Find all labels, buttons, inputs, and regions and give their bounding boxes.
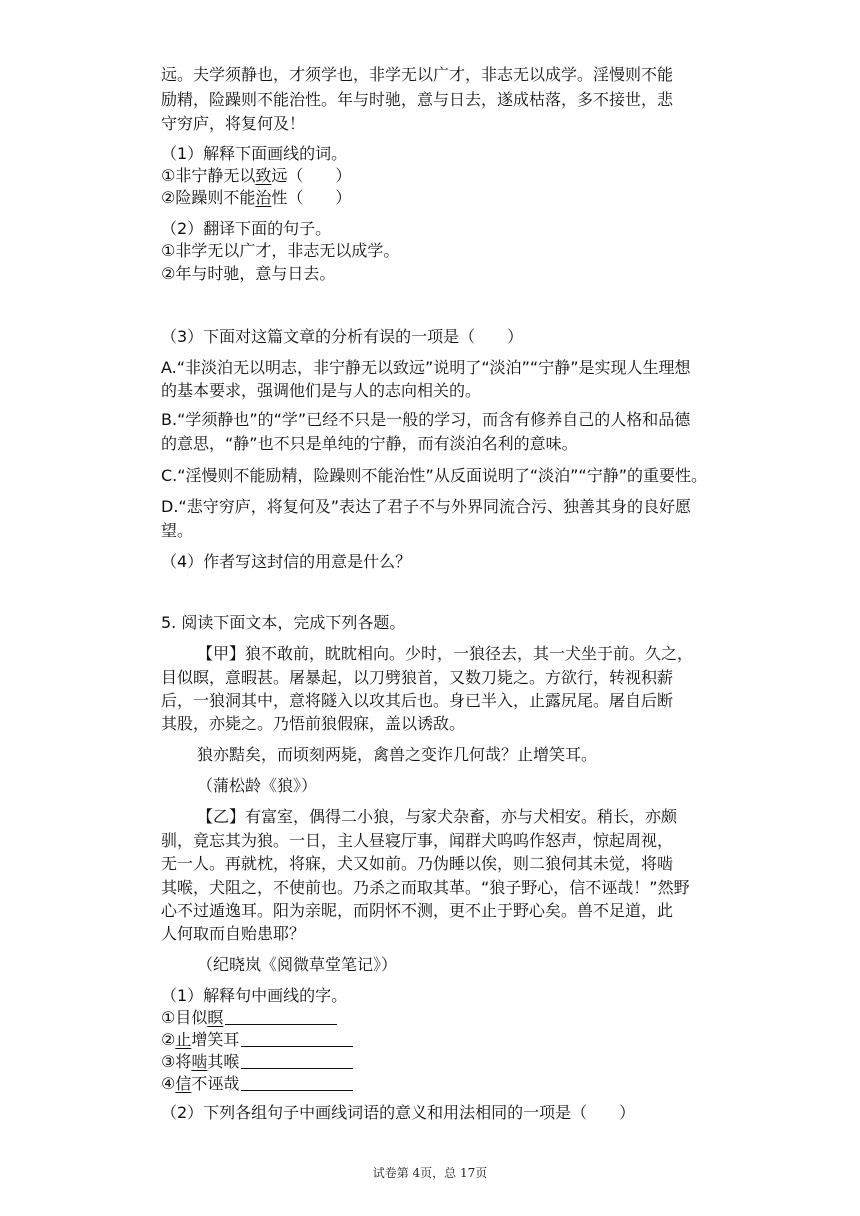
question-title: （1）解释句中画线的字。 — [161, 986, 348, 1005]
underlined-word: 信 — [175, 1074, 192, 1093]
item-text: ②险躁则不能 — [161, 188, 256, 207]
passage-yi-line: 【乙】有富室，偶得二小狼，与家犬杂畜，亦与犬相安。稍长，亦颇 — [197, 807, 678, 826]
page-footer: 试卷第 4页，总 17页 — [372, 1166, 488, 1180]
passage-jia-line: 目似瞑，意暇甚。屠暴起，以刀劈狼首，又数刀毙之。方欲行，转视积薪 — [161, 668, 674, 687]
vocab-item — [161, 187, 351, 209]
translate-item: ①非学无以广才，非志无以成学。 — [161, 241, 400, 260]
question-title: （3）下面对这篇文章的分析有误的一项是（ ） — [161, 327, 524, 346]
answer-blank[interactable] — [241, 1074, 353, 1091]
underlined-word: 治 — [255, 188, 272, 207]
passage-yi-line: 人何取而自贻患耶？ — [161, 924, 306, 943]
source-citation: （蒲松龄《狼》） — [197, 776, 318, 795]
passage-jia-line: 后，一狼洞其中，意将隧入以攻其后也。身已半入，止露尻尾。屠自后断 — [161, 691, 674, 710]
answer-blank[interactable] — [241, 1030, 353, 1047]
question-title: （1）解释下面画线的词。 — [161, 144, 348, 163]
answer-blank[interactable] — [241, 1052, 353, 1069]
vocab-item — [161, 165, 351, 187]
option-a: 的基本要求，强调他们是与人的志向相关的。 — [161, 381, 482, 400]
item-text: ② — [161, 1030, 176, 1049]
item-text: ①目似 — [161, 1008, 208, 1027]
source-citation: （纪晓岚《阅微草堂笔记》） — [197, 955, 398, 974]
passage-line: 远。夫学须静也，才须学也，非学无以广才，非志无以成学。淫慢则不能 — [161, 65, 674, 84]
passage-yi-line: 驯，竟忘其为狼。一日，主人昼寝厅事，闻群犬呜呜作怒声，惊起周视， — [161, 831, 674, 850]
option-b: 的意思，“静”也不只是单纯的宁静，而有淡泊名利的意味。 — [161, 434, 578, 453]
item-text: ①非宁静无以 — [161, 166, 256, 185]
item-text: 性（ ） — [271, 188, 352, 207]
passage-line: 守穷庐，将复何及！ — [161, 114, 306, 133]
question-title: （4）作者写这封信的用意是什么？ — [161, 552, 412, 571]
underlined-word: 瞑 — [207, 1008, 224, 1027]
option-d: 望。 — [161, 521, 194, 540]
vocab-item — [161, 1073, 353, 1095]
vocab-item — [161, 1007, 337, 1029]
passage-jia-line: 【甲】狼不敢前，眈眈相向。少时，一狼径去，其一犬坐于前。久之， — [197, 644, 694, 663]
translate-item: ②年与时驰，意与日去。 — [161, 264, 336, 283]
answer-blank[interactable] — [225, 1008, 337, 1025]
passage-line: 励精，险躁则不能治性。年与时驰，意与日去，遂成枯落，多不接世，悲 — [161, 90, 674, 109]
underlined-word: 啮 — [191, 1052, 208, 1071]
option-d: D.“悲守穷庐，将复何及”表达了君子不与外界同流合污、独善其身的良好愿 — [161, 497, 691, 516]
passage-jia-line: 狼亦黠矣，而顷刻两毙，禽兽之变诈几何哉？止增笑耳。 — [197, 745, 598, 764]
vocab-item — [161, 1051, 353, 1073]
item-text: 不诬哉 — [191, 1074, 240, 1093]
question-title: （2）下列各组句子中画线词语的意义和用法相同的一项是（ ） — [161, 1103, 636, 1122]
item-text: 远（ ） — [271, 166, 352, 185]
item-text: 增笑耳 — [191, 1030, 240, 1049]
passage-yi-line: 其喉，犬阻之，不使前也。乃杀之而取其革。“狼子野心，信不诬哉！”然野 — [161, 878, 690, 897]
passage-yi-line: 无一人。再就枕，将寐，犬又如前。乃伪睡以俟，则二狼伺其未觉，将啮 — [161, 854, 674, 873]
underlined-word: 止 — [175, 1030, 192, 1049]
underlined-word: 致 — [255, 166, 272, 185]
vocab-item — [161, 1029, 353, 1051]
question-title: （2）翻译下面的句子。 — [161, 219, 332, 238]
option-b: B.“学须静也”的“学”已经不只是一般的学习，而含有修养自己的人格和品德 — [161, 410, 691, 429]
item-text: 其喉 — [207, 1052, 240, 1071]
option-c: C.“淫慢则不能励精，险躁则不能治性”从反面说明了“淡泊”“宁静”的重要性。 — [161, 466, 707, 485]
question-heading: 5. 阅读下面文本，完成下列各题。 — [161, 613, 406, 632]
item-text: ④ — [161, 1074, 176, 1093]
item-text: ③将 — [161, 1052, 192, 1071]
option-a: A.“非淡泊无以明志，非宁静无以致远”说明了“淡泊”“宁静”是实现人生理想 — [161, 358, 691, 377]
passage-yi-line: 心不过遁逸耳。阳为亲昵，而阴怀不测，更不止于野心矣。兽不足道，此 — [161, 901, 674, 920]
passage-jia-line: 其股，亦毙之。乃悟前狼假寐，盖以诱敌。 — [161, 714, 466, 733]
